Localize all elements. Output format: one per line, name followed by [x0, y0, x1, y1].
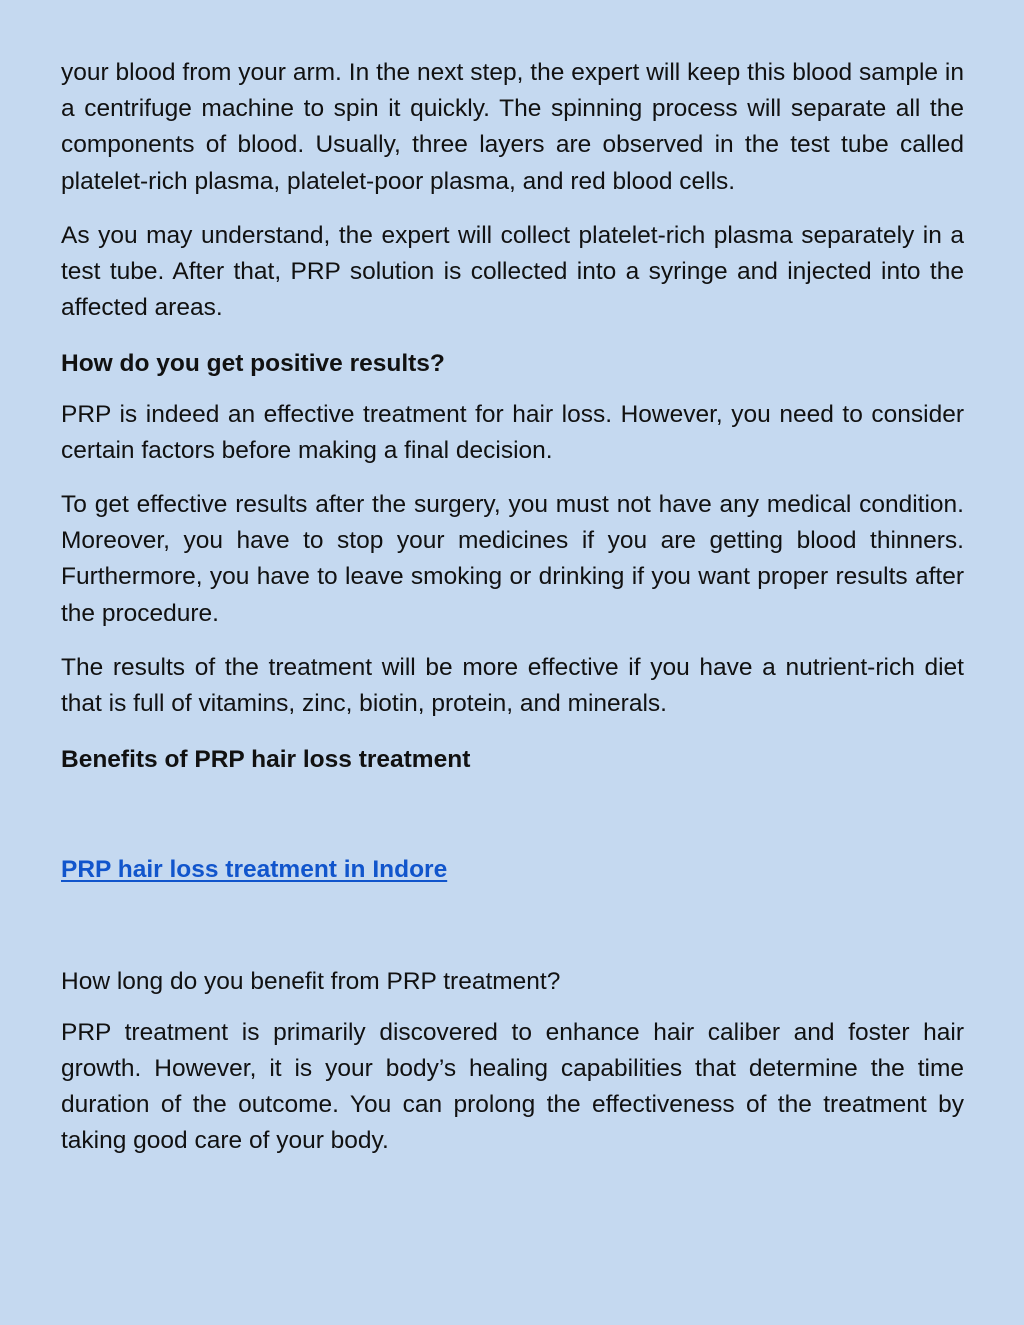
paragraph-diet: The results of the treatment will be more effective if you have a nutrient-rich diet that is full of vitamins, zinc, biotin, protein, and minerals.: [61, 653, 964, 718]
paragraph-requirements: To get effective results after the surgery, you must not have any medical condition. Moreover, you have to stop your medicines if you are getting blood thinners. Furthermore, you have to leave smoking or drinking if you want proper results after the procedure.: [61, 491, 964, 627]
article-body: [61, 55, 964, 1160]
paragraph-healing-capabilities: PRP treatment is primarily discovered to enhance hair caliber and foster hair growth. However, it is your body’s healing capabilities that determine the time duration of the outcome. You can prolong the effectiveness of the treatment by taking good care of your body.: [61, 1018, 964, 1155]
link-container: [61, 852, 964, 888]
heading-benefits: Benefits of PRP hair loss treatment: [61, 746, 471, 774]
heading-positive-results: How do you get positive results?: [61, 350, 445, 378]
question-benefit-duration: How long do you benefit from PRP treatment?: [61, 967, 561, 995]
prp-treatment-indore-link[interactable]: PRP hair loss treatment in Indore: [61, 856, 448, 884]
paragraph-effective-treatment: PRP is indeed an effective treatment for hair loss. However, you need to consider certain factors before making a final decision.: [61, 400, 964, 464]
paragraph-blood-separation: your blood from your arm. In the next step, the expert will keep this blood sample in a centrifuge machine to spin it quickly. The spinning process will separate all the components of blood. Usually, three layers are observed in the test tube called platelet-rich plasma, platelet-poor plasma, and red blood cells.: [61, 59, 964, 195]
paragraph-prp-collection: As you may understand, the expert will collect platelet-rich plasma separately in a test tube. After that, PRP solution is collected into a syringe and injected into the affected areas.: [61, 221, 964, 322]
